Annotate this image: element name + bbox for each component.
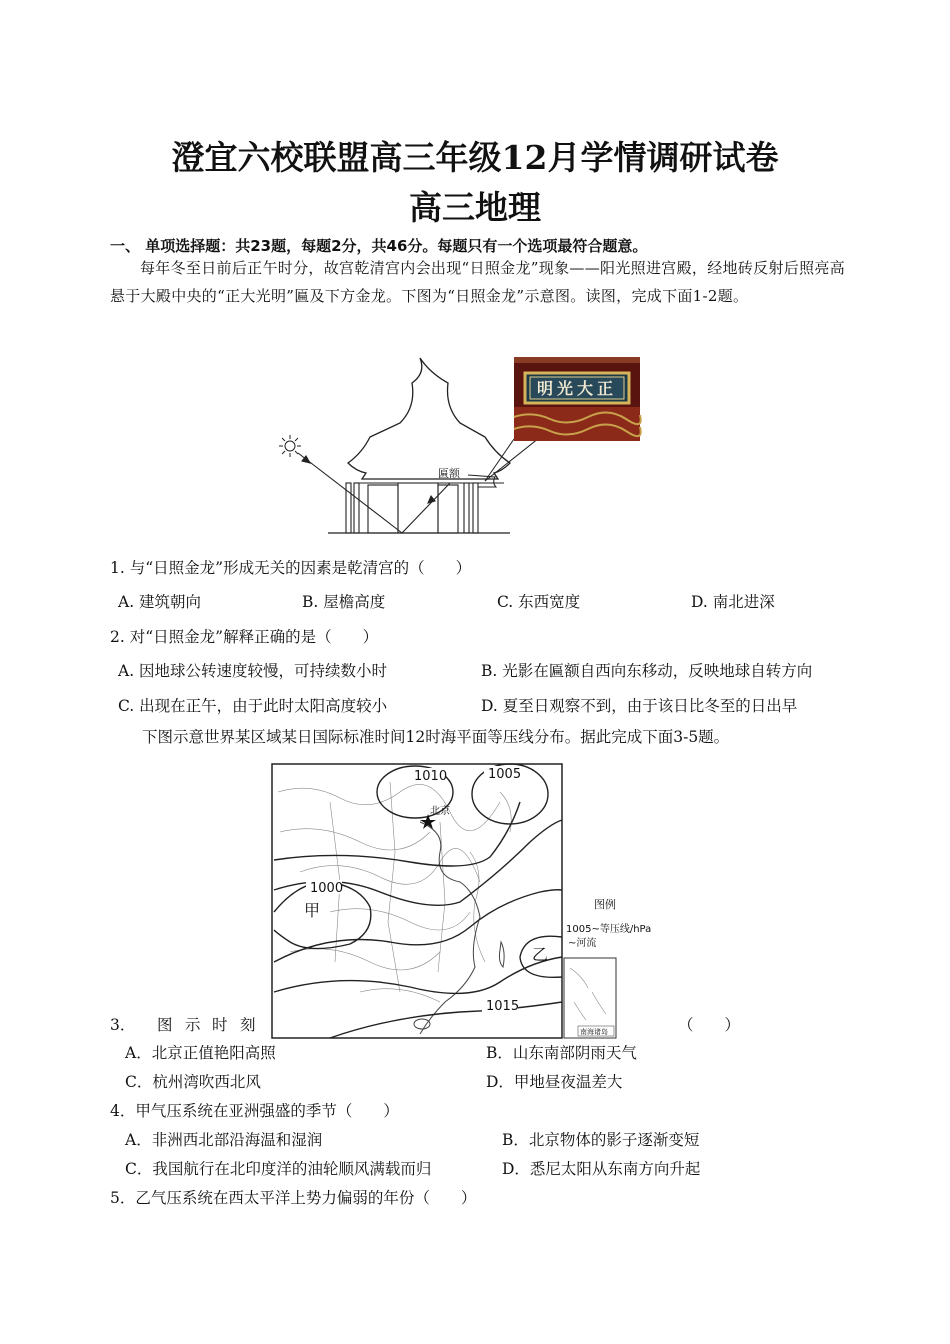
question-3-char: 刻: [240, 1016, 256, 1034]
question-4-option-a[interactable]: A．非洲西北部沿海温和湿润: [125, 1131, 323, 1149]
question-1-option-a[interactable]: A. 建筑朝向: [118, 593, 202, 611]
isobar-label-1000: 1000: [310, 881, 344, 896]
question-2-option-c[interactable]: C. 出现在正午，由于此时太阳高度较小: [118, 697, 388, 715]
isobar-label-1010: 1010: [414, 769, 448, 784]
legend-isobar: 1005~等压线/hPa: [566, 924, 652, 935]
isobar-label-1015: 1015: [486, 999, 520, 1014]
exam-title: 澄宜六校联盟高三年级12月学情调研试卷: [171, 138, 779, 177]
question-2-stem: 2. 对“日照金龙”解释正确的是（ ）: [110, 628, 379, 646]
region-label-yi: 乙: [532, 945, 549, 964]
question-1-stem: 1. 与“日照金龙”形成无关的因素是乾清宫的（ ）: [110, 559, 472, 577]
question-4-option-c[interactable]: C．我国航行在北印度洋的油轮顺风满载而归: [125, 1160, 432, 1178]
question-3-char: 时: [212, 1016, 228, 1034]
question-2-option-a[interactable]: A. 因地球公转速度较慢，可持续数小时: [118, 662, 388, 680]
question-4-stem: 4．甲气压系统在亚洲强盛的季节（ ）: [110, 1102, 399, 1120]
plaque-photo: [514, 357, 641, 441]
isobar-label-1005: 1005: [488, 767, 522, 782]
question-3-option-d[interactable]: D．甲地昼夜温差大: [486, 1073, 623, 1091]
legend-river: ~河流: [568, 938, 597, 949]
question-3-option-b[interactable]: B．山东南部阴雨天气: [486, 1044, 637, 1062]
question-3-char: 图: [157, 1016, 173, 1034]
question-4-option-d[interactable]: D．悉尼太阳从东南方向升起: [502, 1160, 701, 1178]
palace-diagram: [270, 355, 650, 540]
passage-1: 每年冬至日前后正午时分，故宫乾清宫内会出现“日照金龙”现象——阳光照进宫殿，经地砖反射后照亮高悬于大殿中央的“正大光明”匾及下方金龙。下图为“日照金龙”示意图。读图，完成下面1-2题。: [110, 259, 845, 305]
question-4-option-b[interactable]: B．北京物体的影子逐渐变短: [502, 1131, 700, 1149]
legend-title: 图例: [594, 898, 616, 911]
question-2-option-d[interactable]: D. 夏至日观察不到，由于该日比冬至的日出早: [481, 697, 798, 715]
plaque-label: 匾额: [438, 467, 460, 480]
question-3-answer-bracket: （ ）: [678, 1016, 741, 1034]
south-china-sea-inset: [564, 958, 616, 1038]
question-3-option-c[interactable]: C．杭州湾吹西北风: [125, 1073, 261, 1091]
question-1-option-c[interactable]: C. 东西宽度: [497, 593, 581, 611]
isobar-map: [270, 762, 670, 1042]
region-label-jia: 甲: [304, 901, 321, 920]
sun-icon: [279, 435, 301, 457]
question-3-char: 示: [185, 1016, 201, 1034]
question-3-option-a[interactable]: A．北京正值艳阳高照: [125, 1044, 276, 1062]
inset-label: 南海诸岛: [580, 1028, 608, 1036]
question-2-option-b[interactable]: B. 光影在匾额自西向东移动，反映地球自转方向: [481, 662, 813, 680]
question-1-option-b[interactable]: B. 屋檐高度: [302, 593, 386, 611]
question-3-number: 3．: [110, 1016, 136, 1034]
subject-title: 高三地理: [409, 188, 541, 227]
city-label-beijing: 北京: [430, 806, 450, 817]
question-1-option-d[interactable]: D. 南北进深: [691, 593, 775, 611]
question-5-stem: 5．乙气压系统在西太平洋上势力偏弱的年份（ ）: [110, 1189, 477, 1207]
passage-2: 下图示意世界某区域某日国际标准时间12时海平面等压线分布。据此完成下面3-5题。: [142, 728, 730, 746]
plaque-text: 明光大正: [536, 379, 618, 398]
section-heading: 一、 单项选择题：共23题，每题2分，共46分。每题只有一个选项最符合题意。: [110, 237, 648, 255]
